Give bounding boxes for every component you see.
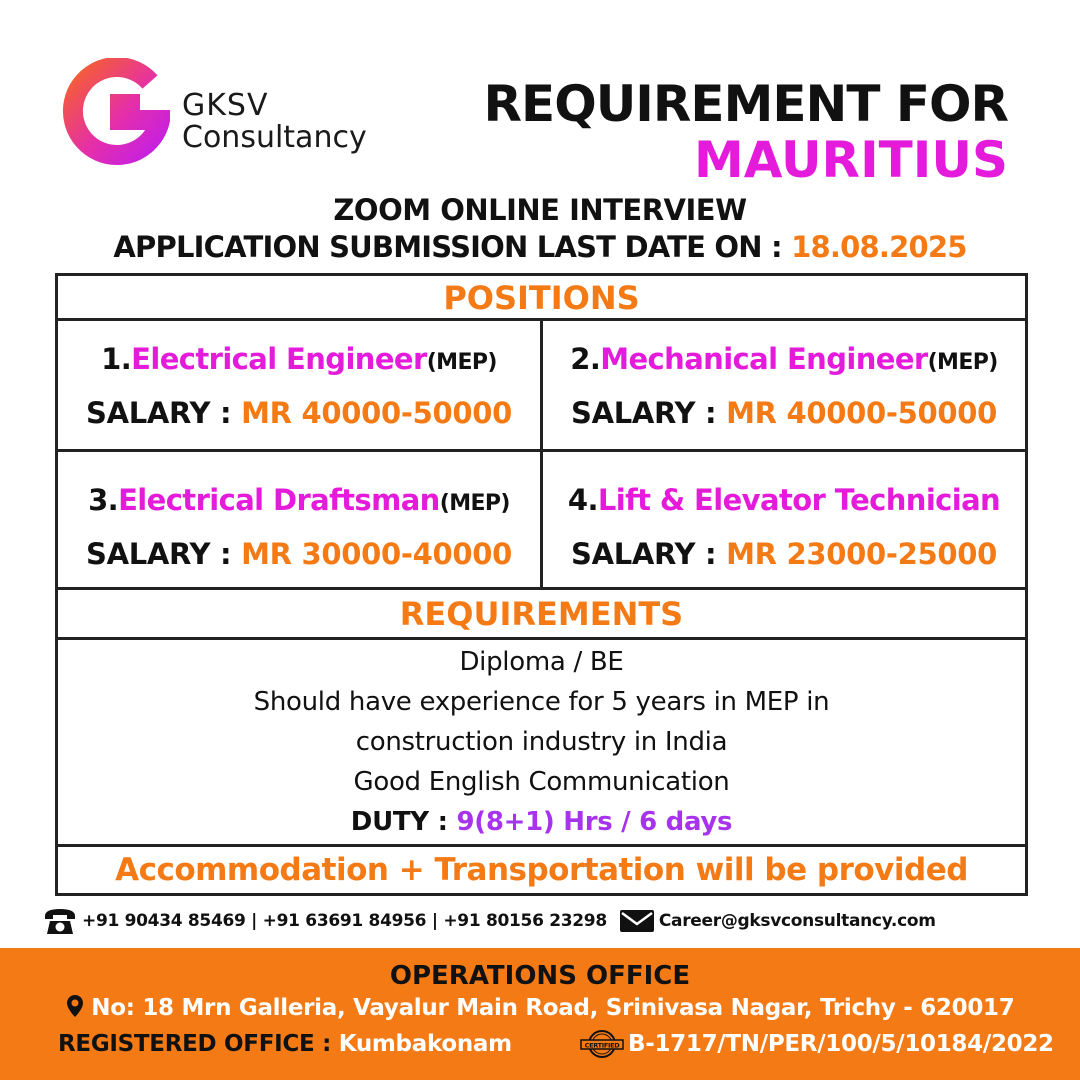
interview-mode: ZOOM ONLINE INTERVIEW (333, 193, 747, 227)
title-line-1: REQUIREMENT FOR (483, 75, 1008, 133)
address-text: No: 18 Mrn Galleria, Vayalur Main Road, Srinivasa Nagar, Trichy - 620017 (91, 995, 1015, 1021)
requirements-list (58, 640, 1025, 842)
duty-label: DUTY : (350, 807, 448, 837)
email-link[interactable]: Career@gksvconsultancy.com (658, 911, 936, 931)
requirements-heading: REQUIREMENTS (399, 595, 684, 633)
title-country: MAURITIUS (694, 131, 1008, 189)
office-footer (0, 948, 1080, 1080)
position-salary (543, 395, 1025, 431)
position-tag: (MEP) (439, 491, 510, 516)
position-title (58, 341, 540, 381)
position-number: 3. (88, 483, 119, 517)
positions-table (55, 273, 1028, 896)
brand-line-1: GKSV (182, 88, 269, 123)
registered-office-label: REGISTERED OFFICE : (58, 1031, 331, 1057)
duty-line (58, 802, 1025, 842)
benefits-text: Accommodation + Transportation will be provided (115, 852, 968, 888)
position-card-3 (58, 452, 540, 587)
certified-stamp-icon (580, 1029, 624, 1059)
license-number (580, 1028, 1054, 1060)
position-number: 2. (570, 342, 601, 376)
position-tag: (MEP) (927, 350, 998, 375)
salary-label: SALARY : (571, 396, 717, 430)
positions-heading-row (58, 276, 1025, 321)
salary-value: MR 30000-40000 (241, 537, 512, 571)
gksv-logo-icon (62, 58, 170, 166)
positions-row-2 (58, 452, 1025, 590)
position-number: 1. (101, 342, 132, 376)
position-title (543, 482, 1025, 522)
salary-label: SALARY : (571, 537, 717, 571)
deadline-date: 18.08.2025 (791, 230, 967, 264)
position-number: 4. (567, 483, 598, 517)
position-card-4 (543, 452, 1025, 587)
requirement-line: construction industry in India (355, 727, 728, 757)
position-salary (58, 536, 540, 572)
deadline-label: APPLICATION SUBMISSION LAST DATE ON : (113, 230, 782, 264)
position-title (58, 482, 540, 522)
position-card-1 (58, 321, 540, 449)
position-salary (543, 536, 1025, 572)
phone-numbers[interactable]: +91 90434 85469 | +91 63691 84956 | +91 80156 23298 (82, 911, 607, 931)
benefits-row (58, 847, 1025, 893)
salary-value: MR 40000-50000 (241, 396, 512, 430)
requirements-heading-row (58, 590, 1025, 640)
position-name: Electrical Engineer (131, 342, 427, 376)
position-title (543, 341, 1025, 381)
positions-heading: POSITIONS (443, 279, 640, 317)
position-name: Electrical Draftsman (118, 483, 440, 517)
phone-icon (42, 906, 78, 936)
operations-office-heading: OPERATIONS OFFICE (389, 961, 691, 991)
positions-row-1 (58, 321, 1025, 452)
registered-office (58, 1028, 512, 1060)
brand-name (182, 90, 367, 154)
requirement-line: Diploma / BE (459, 647, 624, 677)
requirements-body (58, 640, 1025, 847)
salary-label: SALARY : (86, 537, 232, 571)
position-tag: (MEP) (426, 350, 497, 375)
salary-value: MR 40000-50000 (726, 396, 997, 430)
position-name: Mechanical Engineer (600, 342, 928, 376)
license-text: B-1717/TN/PER/100/5/10184/2022 (628, 1031, 1054, 1057)
position-card-2 (543, 321, 1025, 449)
salary-value: MR 23000-25000 (726, 537, 997, 571)
mail-icon (619, 908, 655, 934)
location-pin-icon (66, 994, 84, 1018)
stamp-text: CERTIFIED (584, 1041, 620, 1050)
duty-value: 9(8+1) Hrs / 6 days (456, 807, 733, 837)
contact-bar (42, 904, 936, 938)
registered-office-value: Kumbakonam (338, 1031, 512, 1057)
salary-label: SALARY : (86, 396, 232, 430)
requirement-line: Should have experience for 5 years in MEP in (253, 687, 830, 717)
position-name: Lift & Elevator Technician (597, 483, 1001, 517)
position-salary (58, 395, 540, 431)
operations-address (0, 992, 1080, 1024)
requirement-line: Good English Communication (353, 767, 730, 797)
deadline-line (0, 230, 1080, 264)
brand-line-2: Consultancy (182, 120, 367, 155)
